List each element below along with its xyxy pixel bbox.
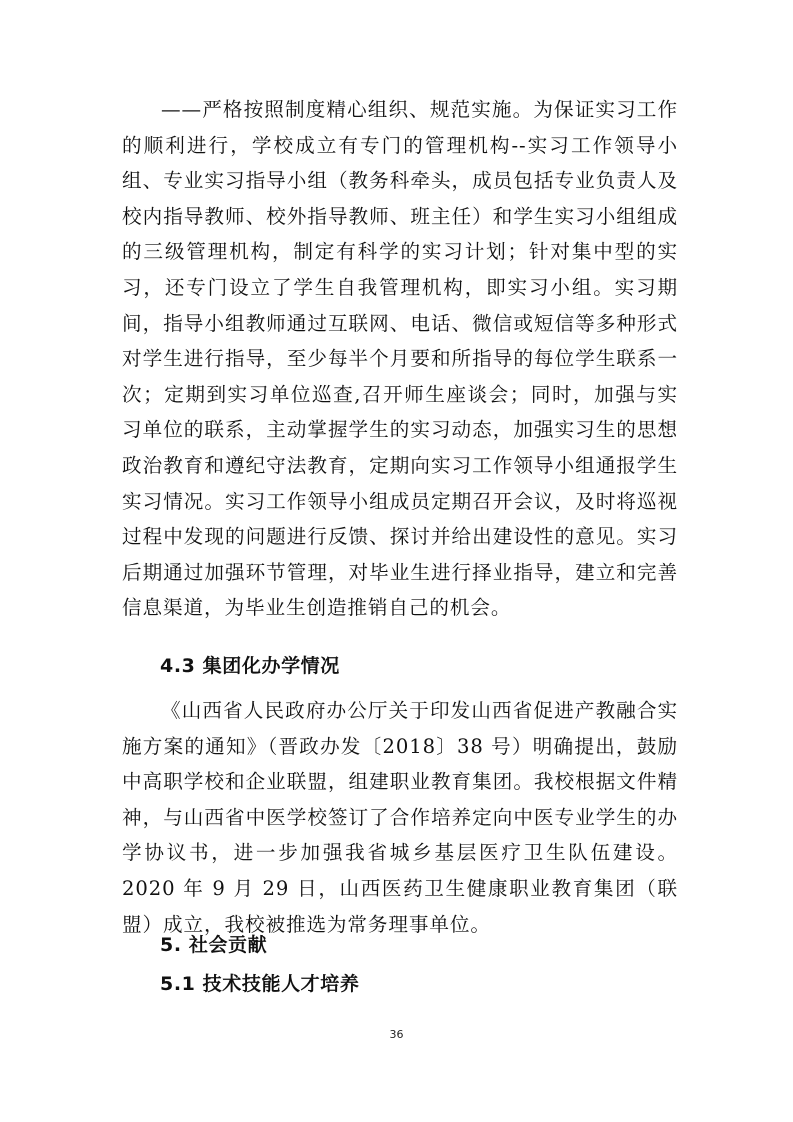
heading-5-social-contribution: 5. 社会贡献 [160,934,268,956]
paragraph-group-education: 《山西省人民政府办公厅关于印发山西省促进产教融合实施方案的通知》（晋政办发〔2018〕38 号）明确提出，鼓励中高职学校和企业联盟，组建职业教育集团。我校根据文件精神，与山西省中医学校签订了合作培养定向中医专业学生的办学协议书，进一步加强我省城乡基层医疗卫生队伍建设。2020 年 9 月 29 日，山西医药卫生健康职业教育集团（联盟）成立，我校被推选为常务理事单位。 [122,699,678,936]
heading-5-1-talent-training: 5.1 技术技能人才培养 [160,973,360,995]
paragraph-internship-management: ——严格按照制度精心组织、规范实施。为保证实习工作的顺利进行，学校成立有专门的管理机构--实习工作领导小组、专业实习指导小组（教务科牵头，成员包括专业负责人及校内指导教师、校外指导教师、班主任）和学生实习小组组成的三级管理机构，制定有科学的实习计划；针对集中型的实习，还专门设立了学生自我管理机构，即实习小组。实习期间，指导小组教师通过互联网、电话、微信或短信等多种形式对学生进行指导，至少每半个月要和所指导的每位学生联系一次；定期到实习单位巡查,召开师生座谈会；同时，加强与实习单位的联系，主动掌握学生的实习动态，加强实习生的思想政治教育和遵纪守法教育，定期向实习工作领导小组通报学生实习情况。实习工作领导小组成员定期召开会议，及时将巡视过程中发现的问题进行反馈、探讨并给出建设性的意见。实习后期通过加强环节管理，对毕业生进行择业指导，建立和完善信息渠道，为毕业生创造推销自己的机会。 [122,98,678,620]
page-number: 36 [389,1028,404,1041]
heading-4-3-group-education: 4.3 集团化办学情况 [160,655,340,677]
